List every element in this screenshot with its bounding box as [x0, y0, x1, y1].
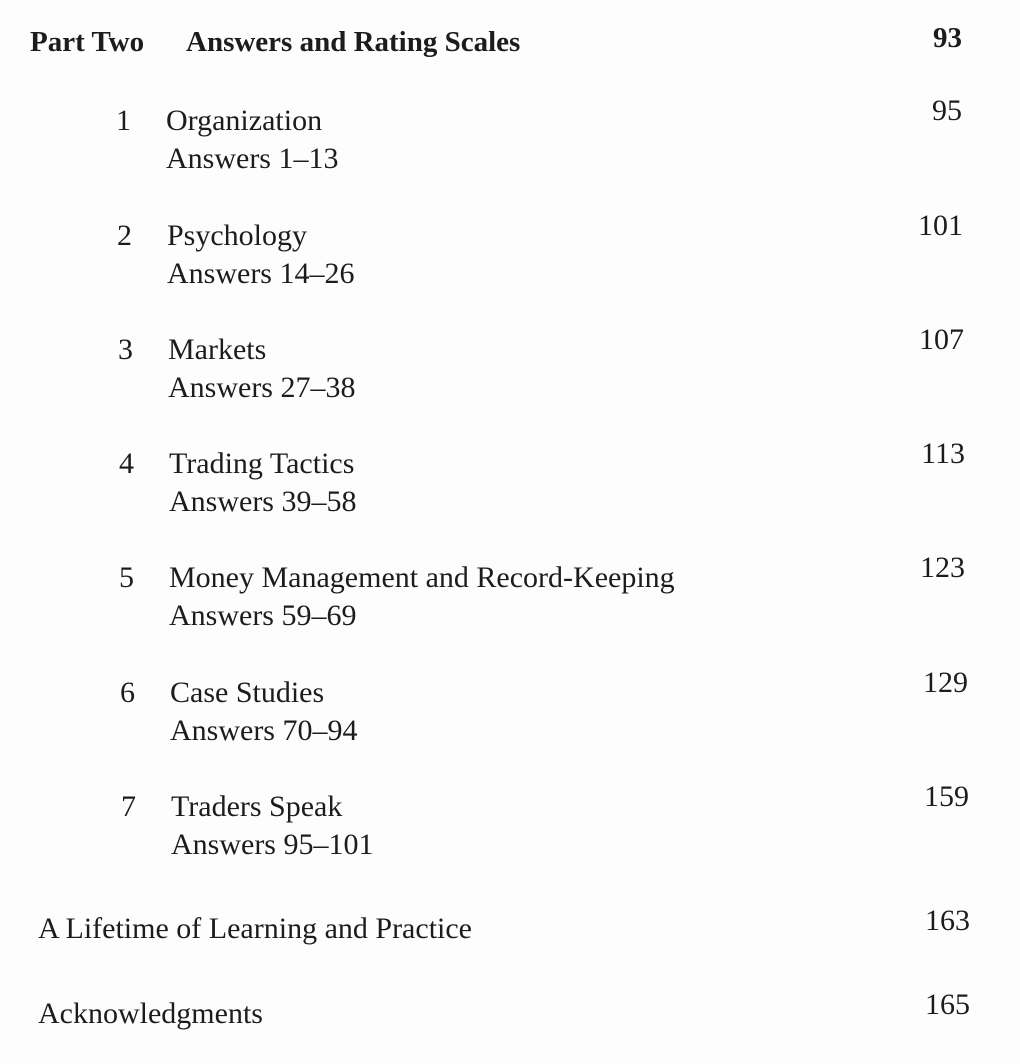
chapter-title: Organization: [166, 104, 323, 137]
toc-entry-lifetime-of-learning[interactable]: [38, 910, 472, 950]
chapter-page-number: 101: [918, 209, 963, 242]
chapter-answers-range: Answers 1–13: [166, 142, 339, 175]
entry-page-number: 163: [925, 904, 970, 937]
toc-chapter-6[interactable]: [120, 666, 970, 754]
chapter-number: 1: [116, 104, 131, 137]
chapter-number: 6: [120, 676, 135, 709]
entry-page-number: 165: [925, 988, 970, 1021]
part-heading: [30, 22, 970, 66]
chapter-page-number: 129: [923, 666, 968, 699]
chapter-number: 5: [119, 561, 134, 594]
chapter-title: Psychology: [167, 219, 308, 252]
chapter-answers-range: Answers 59–69: [169, 599, 357, 632]
chapter-number: 7: [121, 790, 136, 823]
toc-entry-acknowledgments[interactable]: [38, 995, 263, 1035]
chapter-page-number: 123: [920, 551, 965, 584]
toc-chapter-1[interactable]: [116, 94, 966, 182]
toc-chapter-7[interactable]: [121, 780, 971, 868]
chapter-answers-range: Answers 27–38: [168, 371, 356, 404]
toc-chapter-4[interactable]: [119, 437, 969, 525]
chapter-number: 4: [119, 447, 134, 480]
toc-chapter-5[interactable]: [119, 551, 969, 639]
chapter-title: Trading Tactics: [169, 447, 355, 480]
chapter-answers-range: Answers 14–26: [167, 257, 355, 290]
chapter-title: Money Management and Record-Keeping: [169, 561, 675, 594]
toc-chapter-3[interactable]: [118, 323, 968, 411]
part-page-number: 93: [933, 22, 962, 54]
chapter-page-number: 107: [919, 323, 964, 356]
chapter-answers-range: Answers 95–101: [171, 828, 374, 861]
chapter-title: Case Studies: [170, 676, 325, 709]
chapter-page-number: 159: [924, 780, 969, 813]
toc-chapter-2[interactable]: [117, 209, 967, 297]
chapter-page-number: 95: [932, 94, 962, 127]
part-title: Answers and Rating Scales: [186, 26, 521, 58]
part-label: Part Two: [30, 26, 145, 58]
chapter-title: Markets: [168, 333, 267, 366]
chapter-title: Traders Speak: [171, 790, 343, 823]
chapter-answers-range: Answers 39–58: [169, 485, 357, 518]
entry-title: Acknowledgments: [38, 997, 263, 1030]
chapter-answers-range: Answers 70–94: [170, 714, 358, 747]
chapter-number: 3: [118, 333, 133, 366]
entry-title: A Lifetime of Learning and Practice: [38, 912, 472, 945]
chapter-number: 2: [117, 219, 132, 252]
chapter-page-number: 113: [921, 437, 965, 470]
